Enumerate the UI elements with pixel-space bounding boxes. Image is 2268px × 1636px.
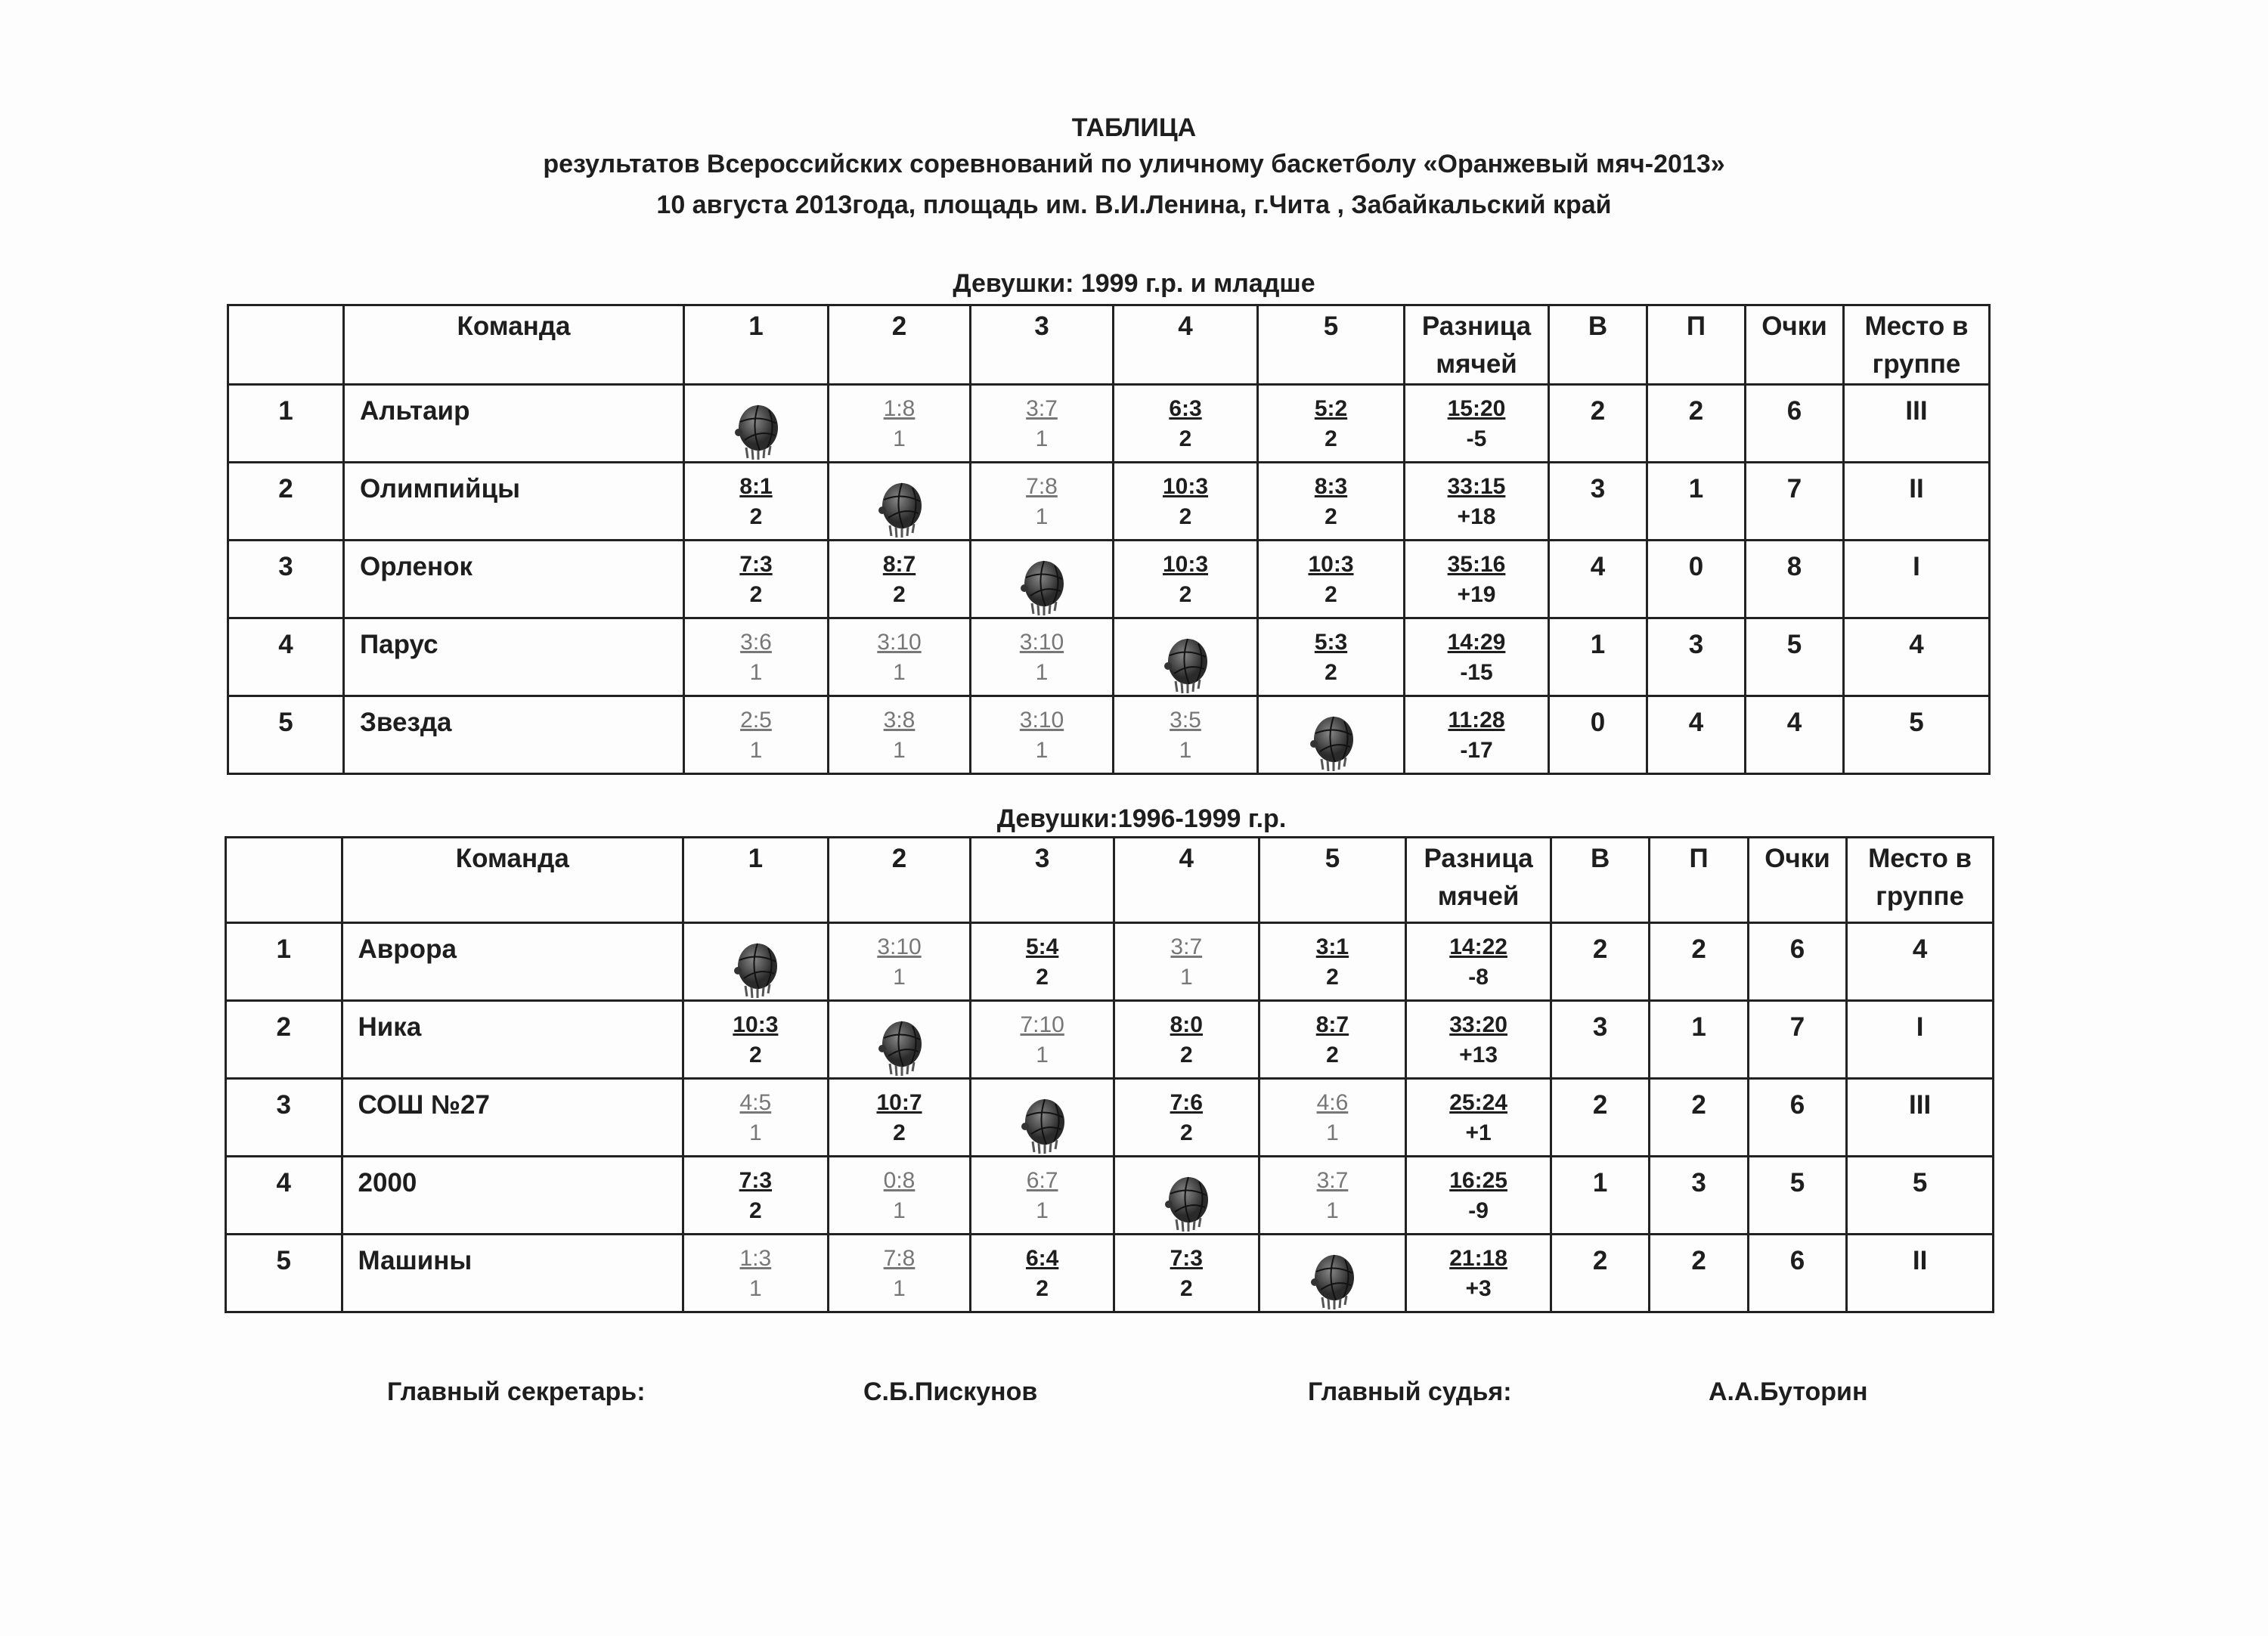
document-date-place: 10 августа 2013года, площадь им. В.И.Ленина, г.Чита , Забайкальский край bbox=[656, 191, 1612, 219]
match-score: 6:7 bbox=[1026, 1168, 1058, 1193]
group-place: II bbox=[1844, 463, 1990, 541]
wins: 3 bbox=[1549, 463, 1647, 541]
match-result-cell bbox=[1114, 1001, 1259, 1079]
match-result-cell bbox=[683, 1235, 829, 1312]
goal-difference-cell bbox=[1406, 1157, 1551, 1235]
table-1-title: Девушки: 1999 г.р. и младше bbox=[953, 269, 1315, 298]
goals-scored-conceded: 14:29 bbox=[1447, 630, 1506, 655]
goal-difference: -17 bbox=[1460, 738, 1493, 763]
team-name: Орленок bbox=[344, 541, 684, 618]
group-place: I bbox=[1844, 541, 1990, 618]
match-result-cell bbox=[683, 1157, 829, 1235]
match-result-cell bbox=[828, 1157, 971, 1235]
goal-difference-cell bbox=[1406, 1235, 1551, 1312]
table-row bbox=[228, 541, 1990, 618]
match-points: 1 bbox=[1179, 738, 1192, 763]
match-points: 2 bbox=[1326, 965, 1339, 990]
basketball-icon bbox=[1159, 636, 1212, 695]
match-result-cell bbox=[1114, 463, 1258, 541]
match-result-cell bbox=[971, 1079, 1114, 1157]
goals-scored-conceded: 33:15 bbox=[1447, 474, 1506, 499]
match-result-cell bbox=[829, 541, 971, 618]
match-score: 5:2 bbox=[1314, 396, 1348, 421]
goal-difference: -15 bbox=[1460, 660, 1493, 685]
match-points: 2 bbox=[1179, 1120, 1193, 1145]
match-result-cell bbox=[1114, 1235, 1259, 1312]
points: 6 bbox=[1748, 1235, 1846, 1312]
row-number: 3 bbox=[226, 1079, 342, 1157]
match-points: 1 bbox=[893, 1276, 906, 1301]
match-result-cell bbox=[683, 923, 829, 1001]
match-result-cell bbox=[829, 463, 971, 541]
basketball-icon bbox=[1015, 558, 1068, 617]
match-score: 3:10 bbox=[1019, 708, 1064, 733]
match-result-cell bbox=[828, 923, 971, 1001]
match-points: 1 bbox=[1035, 660, 1049, 685]
points: 6 bbox=[1748, 923, 1846, 1001]
column-header: Место в группе bbox=[1847, 838, 1994, 923]
match-points: 1 bbox=[1179, 965, 1193, 990]
match-score: 2:5 bbox=[740, 708, 772, 733]
match-score: 3:7 bbox=[1316, 1168, 1349, 1193]
match-points: 2 bbox=[1325, 660, 1337, 685]
goals-scored-conceded: 25:24 bbox=[1449, 1090, 1507, 1115]
goal-difference-cell bbox=[1406, 1001, 1551, 1079]
match-score: 7:3 bbox=[739, 552, 773, 577]
column-header: Разница мячей bbox=[1406, 838, 1551, 923]
match-points: 2 bbox=[749, 582, 763, 607]
match-points: 1 bbox=[893, 426, 906, 451]
match-points: 2 bbox=[1325, 504, 1337, 529]
losses: 2 bbox=[1650, 1079, 1748, 1157]
match-result-cell bbox=[971, 696, 1114, 774]
team-name: СОШ №27 bbox=[342, 1079, 683, 1157]
match-score: 10:3 bbox=[1162, 552, 1209, 577]
table-row bbox=[228, 696, 1990, 774]
goals-scored-conceded: 14:22 bbox=[1449, 934, 1507, 959]
match-result-cell bbox=[1114, 1157, 1259, 1235]
match-result-cell bbox=[971, 463, 1114, 541]
match-points: 2 bbox=[1179, 426, 1192, 451]
row-number: 2 bbox=[226, 1001, 342, 1079]
match-score: 7:3 bbox=[1170, 1246, 1203, 1271]
row-number: 3 bbox=[228, 541, 344, 618]
group-place: II bbox=[1847, 1235, 1994, 1312]
match-score: 3:1 bbox=[1315, 934, 1349, 959]
losses: 3 bbox=[1650, 1157, 1748, 1235]
group-place: III bbox=[1844, 385, 1990, 463]
match-result-cell bbox=[971, 923, 1114, 1001]
goal-difference: -5 bbox=[1466, 426, 1487, 451]
team-name: Машины bbox=[342, 1235, 683, 1312]
match-result-cell bbox=[1114, 618, 1258, 696]
match-points: 2 bbox=[749, 504, 763, 529]
basketball-icon bbox=[873, 480, 926, 539]
match-result-cell bbox=[971, 385, 1114, 463]
goal-difference-cell bbox=[1406, 1079, 1551, 1157]
match-score: 8:7 bbox=[1315, 1012, 1349, 1037]
column-header: Команда bbox=[344, 305, 684, 385]
match-score: 4:6 bbox=[1316, 1090, 1349, 1115]
match-points: 1 bbox=[749, 660, 763, 685]
match-result-cell bbox=[1258, 696, 1405, 774]
match-result-cell bbox=[1114, 1079, 1259, 1157]
column-header: В bbox=[1551, 838, 1649, 923]
goal-difference: +1 bbox=[1465, 1120, 1492, 1145]
judge-label: Главный судья: bbox=[1308, 1377, 1512, 1406]
column-header: Команда bbox=[342, 838, 683, 923]
wins: 2 bbox=[1551, 1079, 1649, 1157]
results-table-1 bbox=[227, 304, 1991, 775]
match-result-cell bbox=[971, 618, 1114, 696]
match-points: 2 bbox=[1326, 1043, 1339, 1067]
column-header: 3 bbox=[971, 305, 1114, 385]
goals-scored-conceded: 35:16 bbox=[1447, 552, 1506, 577]
group-place: I bbox=[1847, 1001, 1994, 1079]
match-score: 7:6 bbox=[1170, 1090, 1203, 1115]
match-score: 7:10 bbox=[1020, 1012, 1064, 1037]
match-score: 8:7 bbox=[882, 552, 916, 577]
points: 5 bbox=[1746, 618, 1844, 696]
match-result-cell bbox=[971, 1157, 1114, 1235]
goals-scored-conceded: 11:28 bbox=[1448, 708, 1505, 733]
match-result-cell bbox=[1259, 1079, 1406, 1157]
row-number: 1 bbox=[226, 923, 342, 1001]
row-number: 5 bbox=[226, 1235, 342, 1312]
match-score: 10:3 bbox=[1308, 552, 1354, 577]
match-score: 3:5 bbox=[1170, 708, 1201, 733]
row-number: 4 bbox=[226, 1157, 342, 1235]
column-header: Место в группе bbox=[1844, 305, 1990, 385]
team-name: Олимпийцы bbox=[344, 463, 684, 541]
goals-scored-conceded: 21:18 bbox=[1449, 1246, 1507, 1271]
losses: 4 bbox=[1647, 696, 1746, 774]
column-header: 5 bbox=[1259, 838, 1406, 923]
points: 8 bbox=[1746, 541, 1844, 618]
row-number: 4 bbox=[228, 618, 344, 696]
column-header: Разница мячей bbox=[1405, 305, 1549, 385]
match-result-cell bbox=[1259, 1157, 1406, 1235]
match-score: 3:8 bbox=[883, 708, 916, 733]
match-result-cell bbox=[829, 618, 971, 696]
wins: 2 bbox=[1551, 923, 1649, 1001]
match-score: 3:6 bbox=[740, 630, 772, 655]
column-header: 4 bbox=[1114, 305, 1258, 385]
match-score: 3:7 bbox=[1170, 934, 1203, 959]
column-header: 4 bbox=[1114, 838, 1259, 923]
column-header: Очки bbox=[1748, 838, 1846, 923]
match-points: 1 bbox=[1035, 738, 1049, 763]
table-row bbox=[228, 618, 1990, 696]
match-points: 2 bbox=[893, 1120, 906, 1145]
losses: 2 bbox=[1650, 923, 1748, 1001]
match-result-cell bbox=[1258, 618, 1405, 696]
points: 6 bbox=[1748, 1079, 1846, 1157]
match-result-cell bbox=[1114, 923, 1259, 1001]
match-score: 5:4 bbox=[1025, 934, 1059, 959]
results-table-2 bbox=[225, 836, 1994, 1313]
wins: 2 bbox=[1549, 385, 1647, 463]
match-points: 1 bbox=[893, 1198, 906, 1223]
goals-scored-conceded: 16:25 bbox=[1449, 1168, 1507, 1193]
team-name: Звезда bbox=[344, 696, 684, 774]
match-result-cell bbox=[683, 1001, 829, 1079]
wins: 1 bbox=[1551, 1157, 1649, 1235]
column-header: 5 bbox=[1258, 305, 1405, 385]
match-score: 1:3 bbox=[739, 1246, 772, 1271]
match-result-cell bbox=[684, 541, 829, 618]
match-points: 2 bbox=[749, 1043, 762, 1067]
match-score: 6:3 bbox=[1169, 396, 1202, 421]
match-points: 1 bbox=[749, 1120, 762, 1145]
points: 6 bbox=[1746, 385, 1844, 463]
match-result-cell bbox=[1258, 463, 1405, 541]
match-points: 2 bbox=[749, 1198, 762, 1223]
group-place: 4 bbox=[1844, 618, 1990, 696]
match-points: 2 bbox=[893, 582, 906, 607]
wins: 3 bbox=[1551, 1001, 1649, 1079]
losses: 1 bbox=[1647, 463, 1746, 541]
match-score: 5:3 bbox=[1314, 630, 1348, 655]
match-points: 2 bbox=[1325, 582, 1337, 607]
match-result-cell bbox=[829, 385, 971, 463]
wins: 0 bbox=[1549, 696, 1647, 774]
match-result-cell bbox=[1258, 385, 1405, 463]
match-score: 7:3 bbox=[739, 1168, 773, 1193]
points: 7 bbox=[1748, 1001, 1846, 1079]
column-header: В bbox=[1549, 305, 1647, 385]
match-result-cell bbox=[1114, 541, 1258, 618]
table-row bbox=[228, 385, 1990, 463]
goal-difference: +18 bbox=[1457, 504, 1496, 529]
goal-difference: +13 bbox=[1459, 1043, 1498, 1067]
match-score: 8:0 bbox=[1170, 1012, 1203, 1037]
match-result-cell bbox=[684, 618, 829, 696]
table-row bbox=[226, 1079, 1994, 1157]
column-header: П bbox=[1647, 305, 1746, 385]
table-row bbox=[228, 463, 1990, 541]
secretary-name: С.Б.Пискунов bbox=[863, 1377, 1038, 1406]
match-result-cell bbox=[828, 1235, 971, 1312]
match-score: 4:5 bbox=[739, 1090, 772, 1115]
group-place: 5 bbox=[1844, 696, 1990, 774]
document-subtitle: результатов Всероссийских соревнований по уличному баскетболу «Оранжевый мяч-2013» bbox=[543, 150, 1725, 178]
match-points: 1 bbox=[1326, 1198, 1339, 1223]
match-points: 2 bbox=[1179, 1276, 1193, 1301]
match-score: 7:8 bbox=[883, 1246, 916, 1271]
match-score: 1:8 bbox=[883, 396, 916, 421]
match-points: 2 bbox=[1179, 504, 1192, 529]
match-result-cell bbox=[971, 1235, 1114, 1312]
goal-difference: -9 bbox=[1468, 1198, 1489, 1223]
row-number: 5 bbox=[228, 696, 344, 774]
header-row bbox=[226, 838, 1994, 923]
goal-difference-cell bbox=[1405, 541, 1549, 618]
match-points: 1 bbox=[893, 965, 906, 990]
column-header: 3 bbox=[971, 838, 1114, 923]
basketball-icon bbox=[1016, 1096, 1069, 1155]
match-result-cell bbox=[1259, 923, 1406, 1001]
goal-difference-cell bbox=[1406, 923, 1551, 1001]
match-result-cell bbox=[683, 1079, 829, 1157]
basketball-icon bbox=[1306, 1252, 1359, 1311]
match-points: 2 bbox=[1325, 426, 1337, 451]
table-row bbox=[226, 1157, 1994, 1235]
goal-difference-cell bbox=[1405, 696, 1549, 774]
match-points: 1 bbox=[1036, 1043, 1049, 1067]
table-2-title: Девушки:1996-1999 г.р. bbox=[996, 804, 1287, 833]
match-points: 1 bbox=[1035, 504, 1049, 529]
basketball-icon bbox=[1305, 714, 1358, 773]
column-header bbox=[228, 305, 344, 385]
column-header bbox=[226, 838, 342, 923]
match-result-cell bbox=[828, 1079, 971, 1157]
group-place: 5 bbox=[1847, 1157, 1994, 1235]
points: 5 bbox=[1748, 1157, 1846, 1235]
table-row bbox=[226, 1001, 1994, 1079]
goal-difference-cell bbox=[1405, 618, 1549, 696]
match-result-cell bbox=[1114, 696, 1258, 774]
match-score: 3:10 bbox=[877, 630, 922, 655]
goals-scored-conceded: 33:20 bbox=[1449, 1012, 1507, 1037]
basketball-icon bbox=[730, 402, 782, 461]
losses: 1 bbox=[1650, 1001, 1748, 1079]
match-points: 1 bbox=[1036, 1198, 1049, 1223]
match-result-cell bbox=[829, 696, 971, 774]
losses: 2 bbox=[1647, 385, 1746, 463]
group-place: III bbox=[1847, 1079, 1994, 1157]
points: 4 bbox=[1746, 696, 1844, 774]
match-result-cell bbox=[971, 541, 1114, 618]
match-points: 1 bbox=[749, 738, 763, 763]
match-score: 3:10 bbox=[1019, 630, 1064, 655]
match-score: 10:3 bbox=[733, 1012, 779, 1037]
points: 7 bbox=[1746, 463, 1844, 541]
match-points: 2 bbox=[1036, 965, 1049, 990]
wins: 4 bbox=[1549, 541, 1647, 618]
losses: 0 bbox=[1647, 541, 1746, 618]
goal-difference: +3 bbox=[1465, 1276, 1492, 1301]
column-header: П bbox=[1650, 838, 1748, 923]
wins: 2 bbox=[1551, 1235, 1649, 1312]
basketball-icon bbox=[1160, 1174, 1213, 1233]
match-result-cell bbox=[1259, 1001, 1406, 1079]
document-title: ТАБЛИЦА bbox=[1071, 113, 1197, 142]
match-result-cell bbox=[684, 385, 829, 463]
wins: 1 bbox=[1549, 618, 1647, 696]
match-result-cell bbox=[684, 463, 829, 541]
row-number: 1 bbox=[228, 385, 344, 463]
match-points: 1 bbox=[1035, 426, 1049, 451]
group-place: 4 bbox=[1847, 923, 1994, 1001]
secretary-label: Главный секретарь: bbox=[387, 1377, 646, 1406]
match-result-cell bbox=[1258, 541, 1405, 618]
match-result-cell bbox=[828, 1001, 971, 1079]
match-score: 10:7 bbox=[876, 1090, 922, 1115]
match-points: 2 bbox=[1179, 582, 1192, 607]
goals-scored-conceded: 15:20 bbox=[1447, 396, 1506, 421]
goal-difference: +19 bbox=[1457, 582, 1496, 607]
match-score: 8:3 bbox=[1314, 474, 1348, 499]
losses: 3 bbox=[1647, 618, 1746, 696]
match-score: 6:4 bbox=[1025, 1246, 1059, 1271]
goal-difference: -8 bbox=[1468, 965, 1489, 990]
match-score: 0:8 bbox=[883, 1168, 916, 1193]
match-score: 10:3 bbox=[1162, 474, 1209, 499]
goal-difference-cell bbox=[1405, 463, 1549, 541]
header-row bbox=[228, 305, 1990, 385]
column-header: Очки bbox=[1746, 305, 1844, 385]
match-result-cell bbox=[1114, 385, 1258, 463]
losses: 2 bbox=[1650, 1235, 1748, 1312]
team-name: Аврора bbox=[342, 923, 683, 1001]
match-points: 1 bbox=[1326, 1120, 1339, 1145]
table-row bbox=[226, 1235, 1994, 1312]
table-row bbox=[226, 923, 1994, 1001]
column-header: 2 bbox=[828, 838, 971, 923]
column-header: 1 bbox=[683, 838, 829, 923]
column-header: 2 bbox=[829, 305, 971, 385]
match-score: 3:10 bbox=[877, 934, 922, 959]
match-points: 2 bbox=[1179, 1043, 1193, 1067]
row-number: 2 bbox=[228, 463, 344, 541]
judge-name: А.А.Буторин bbox=[1709, 1377, 1868, 1406]
basketball-icon bbox=[729, 940, 782, 999]
column-header: 1 bbox=[684, 305, 829, 385]
match-result-cell bbox=[684, 696, 829, 774]
match-points: 1 bbox=[893, 660, 906, 685]
match-points: 2 bbox=[1036, 1276, 1049, 1301]
team-name: Альтаир bbox=[344, 385, 684, 463]
match-result-cell bbox=[971, 1001, 1114, 1079]
basketball-icon bbox=[873, 1018, 926, 1077]
match-points: 1 bbox=[749, 1276, 762, 1301]
match-score: 3:7 bbox=[1026, 396, 1058, 421]
team-name: Парус bbox=[344, 618, 684, 696]
goal-difference-cell bbox=[1405, 385, 1549, 463]
match-points: 1 bbox=[893, 738, 906, 763]
match-score: 7:8 bbox=[1026, 474, 1058, 499]
match-score: 8:1 bbox=[739, 474, 773, 499]
match-result-cell bbox=[1259, 1235, 1406, 1312]
team-name: Ника bbox=[342, 1001, 683, 1079]
team-name: 2000 bbox=[342, 1157, 683, 1235]
